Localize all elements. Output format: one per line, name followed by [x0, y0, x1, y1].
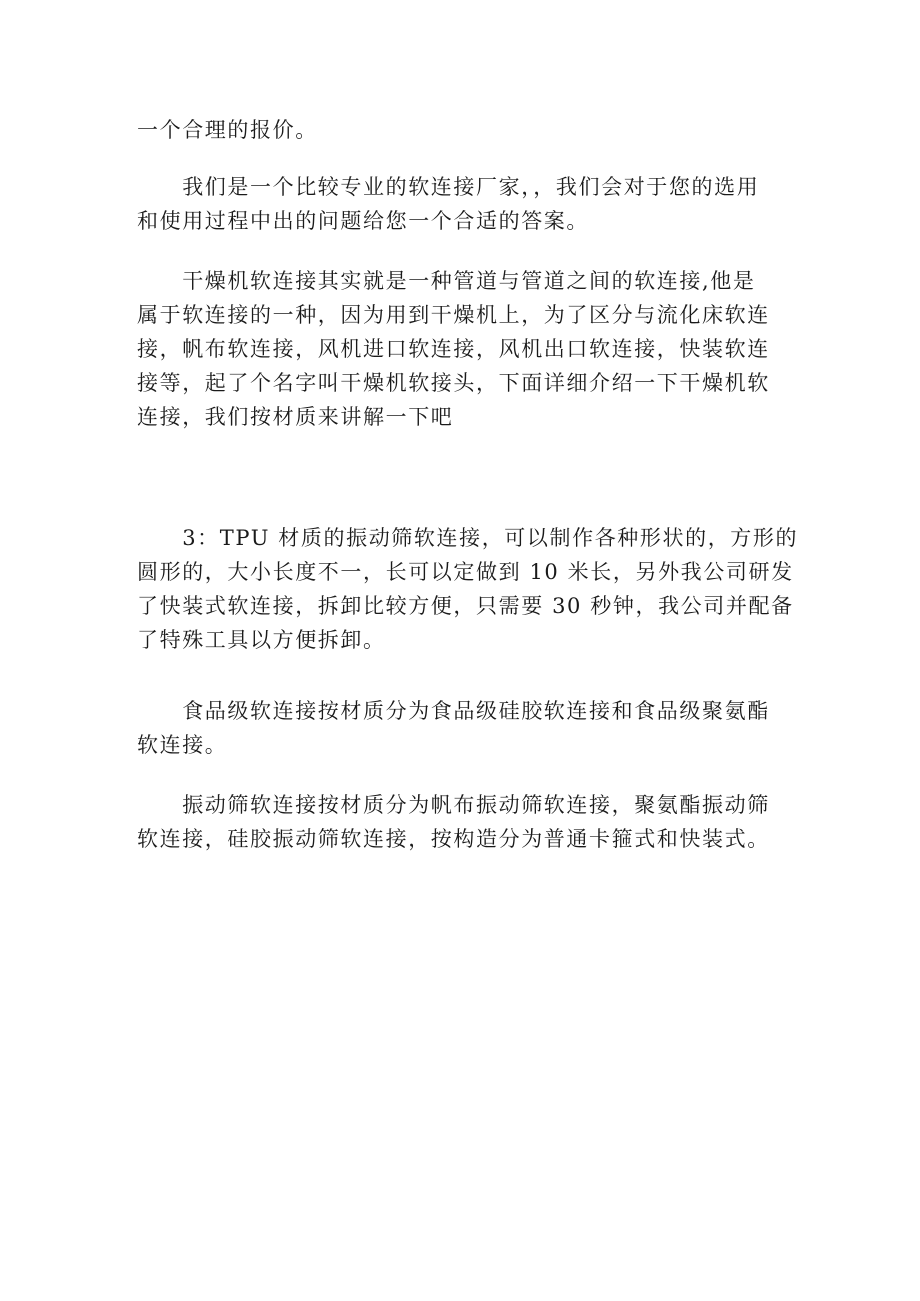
text-line: 了特殊工具以方便拆卸。: [137, 628, 386, 652]
text-line: 软连接，硅胶振动筛软连接，按构造分为普通卡箍式和快装式。: [137, 827, 770, 851]
text-line: 接，帆布软连接，风机进口软连接，风机出口软连接，快装软连: [137, 337, 770, 361]
text-line: 属于软连接的一种，因为用到干燥机上，为了区分与流化床软连: [137, 303, 770, 327]
text-line: 连接，我们按材质来讲解一下吧: [137, 405, 454, 429]
text-line: 3：TPU 材质的振动筛软连接，可以制作各种形状的，方形的: [137, 526, 799, 550]
text-line: 振动筛软连接按材质分为帆布振动筛软连接，聚氨酯振动筛: [137, 793, 770, 817]
paragraph-vibrating-screen: [137, 788, 789, 856]
paragraph-dryer-connection: [137, 264, 789, 434]
paragraph-manufacturer: [137, 170, 789, 238]
paragraph-tpu: [137, 521, 799, 657]
text-line: 圆形的，大小长度不一，长可以定做到 10 米长，另外我公司研发: [137, 560, 794, 584]
text-line: 和使用过程中出的问题给您一个合适的答案。: [137, 209, 589, 233]
text-line: 食品级软连接按材质分为食品级硅胶软连接和食品级聚氨酯: [137, 699, 770, 723]
text-line: 我们是一个比较专业的软连接厂家，，我们会对于您的选用: [137, 175, 760, 199]
paragraph-price: [137, 113, 789, 147]
text-line: 干燥机软连接其实就是一种管道与管道之间的软连接,他是: [137, 269, 756, 293]
text-line: 软连接。: [137, 733, 228, 757]
text-line: 接等，起了个名字叫干燥机软接头，下面详细介绍一下干燥机软: [137, 371, 770, 395]
paragraph-food-grade: [137, 694, 789, 762]
text-line: 一个合理的报价。: [137, 118, 318, 142]
text-line: 了快装式软连接，拆卸比较方便，只需要 30 秒钟，我公司并配备: [137, 594, 794, 618]
